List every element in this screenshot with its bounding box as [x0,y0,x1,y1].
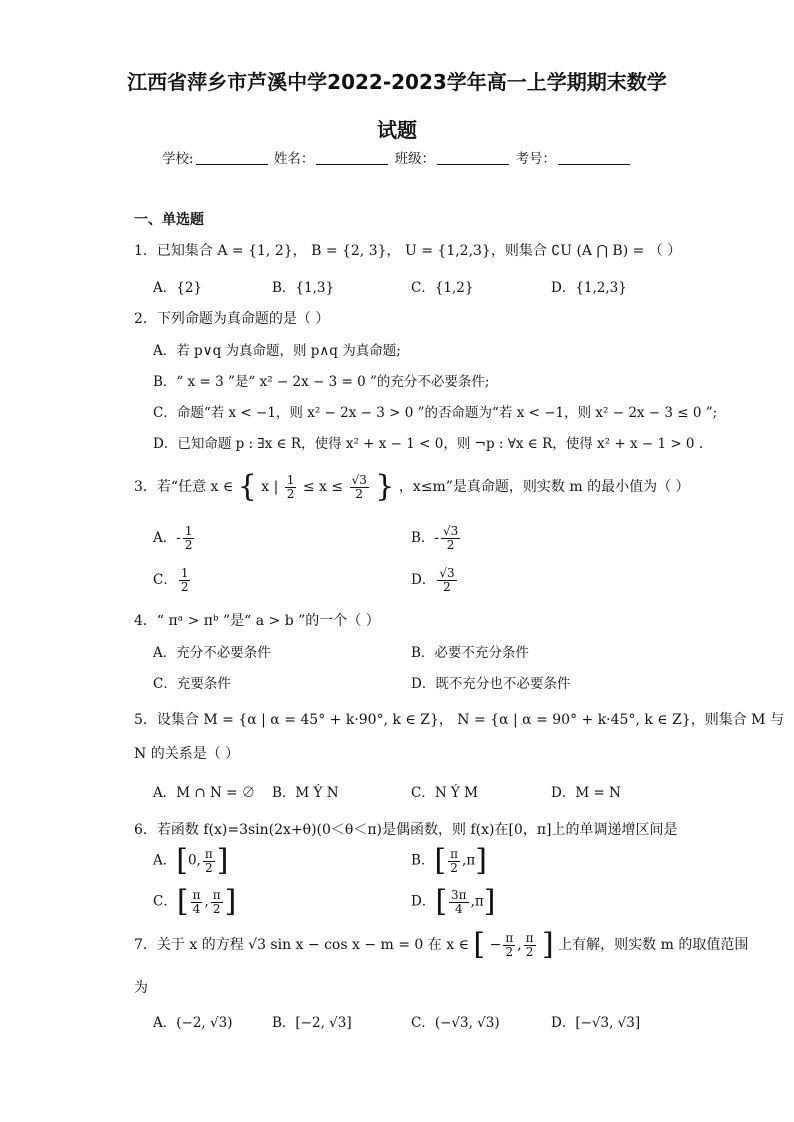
q6-option-c: C．[ $\frac{\pi}{4}$ , $\frac{\pi}{2}$ ] [153,884,237,919]
q3-option-b: B．- $\frac{√3}{2}$ [411,524,459,552]
q3-option-d: D． $\frac{√3}{2}$ [411,566,455,594]
q2-option-d: D．已知命题 p : ∃x ∈ R，使得 x² + x − 1 < 0，则 ¬p : ∀x ∈ R，使得 x² + x − 1 > 0 . [153,436,704,452]
class-label: 班级： [394,151,436,167]
right-brace: } [375,469,395,504]
q4-option-b: B．必要不充分条件 [411,645,529,661]
question-2-stem: 2．下列命题为真命题的是（ ） [134,311,330,327]
q1-option-d: D．{1,2,3} [551,280,627,296]
q1-option-b: B．{1,3} [272,280,335,296]
q3-set-upper-fraction: $\frac{√3}{2}$ [351,472,367,501]
name-blank [316,150,388,165]
q2-option-b: B．“ x = 3 ”是“ x² − 2x − 3 = 0 ”的充分不必要条件; [153,374,490,390]
q4-option-c: C．充要条件 [153,676,231,692]
q5-option-d: D．M = N [551,785,621,801]
q5-option-c: C．N Ý M [411,785,478,801]
name-label: 姓名： [273,151,315,167]
q3-prefix: 3．若“任意 x ∈ [134,479,234,495]
q4-option-a: A．充分不必要条件 [153,645,271,661]
interval-right-bracket: ] [542,927,554,962]
q6-option-a: A．[0, $\frac{\pi}{2}$ ] [153,843,229,878]
exam-title-line2: 试题 [377,118,417,142]
question-6-stem: 6．若函数 f(x)=3sin(2x+θ)(0＜θ＜π)是偶函数，则 f(x)在[0，π]上的单调递增区间是 [134,822,678,838]
q1-option-c: C．{1,2} [411,280,474,296]
q1-option-a: A．{2} [153,280,203,296]
student-info-row [0,147,794,167]
q4-option-d: D．既不充分也不必要条件 [411,676,571,692]
section-title: 一、单选题 [134,212,204,228]
class-blank [437,150,509,165]
q6-option-b: B．[ $\frac{\pi}{2}$ ,π] [411,843,487,878]
question-5-stem-line2: N 的关系是（ ） [134,746,240,762]
school-label: 学校: [162,151,194,167]
q7-option-a: A．(−2, √3) [153,1015,233,1031]
q3-set-inequality: ≤ x ≤ [302,479,344,495]
exam-number-blank [558,150,630,165]
exam-number-label: 考号： [515,151,556,167]
q3-suffix: ，x≤m”是真命题，则实数 m 的最小值为（ ） [398,479,690,495]
question-7-stem [134,927,749,962]
interval-left-bracket: [ [473,927,486,962]
q6-option-d: D．[ $\frac{3\pi}{4}$ ,π] [411,884,496,919]
exam-title-line1: 江西省萍乡市芦溪中学2022-2023学年高一上学期期末数学 [127,70,667,94]
school-blank [196,150,268,165]
q3-set-var: x | [261,479,279,495]
q3-set-lower-fraction: $\frac{1}{2}$ [286,472,295,501]
q2-option-c: C．命题“若 x < −1，则 x² − 2x − 3 > 0 ”的否命题为“若 x < −1，则 x² − 2x − 3 ≤ 0 ”; [153,405,718,421]
q7-option-b: B．[−2, √3] [272,1015,352,1031]
q3-option-c: C． $\frac{1}{2}$ [153,566,189,594]
q7-stem-end: 上有解，则实数 m 的取值范围 [558,937,749,953]
question-7-stem-line2: 为 [134,980,148,996]
question-4-stem: 4．“ πᵃ > πᵇ ”是“ a > b ”的一个（ ） [134,613,380,629]
q7-interval: − $\frac{\pi}{2}$ , $\frac{\pi}{2}$ [489,930,534,959]
q7-option-d: D．[−√3, √3] [551,1015,641,1031]
question-3-stem [134,469,690,504]
q2-option-a: A．若 p∨q 为真命题，则 p∧q 为真命题; [153,343,401,359]
q5-option-a: A．M ∩ N = ∅ [153,785,256,801]
q7-stem-start: 7．关于 x 的方程 √3 sin x − cos x − m = 0 在 x ∈ [134,937,469,953]
left-brace: { [237,469,257,504]
q7-option-c: C．(−√3, √3) [411,1015,500,1031]
question-1-stem: 1．已知集合 A = {1, 2}， B = {2, 3}， U = {1,2,3}，则集合 ∁U (A ⋂ B) = （ ） [134,243,682,259]
q5-option-b: B．M Ý N [272,785,339,801]
question-5-stem-line1: 5．设集合 M = {α | α = 45° + k·90°, k ∈ Z}， N = {α | α = 90° + k·45°, k ∈ Z}，则集合 M 与 [134,712,784,728]
q3-option-a: A．- $\frac{1}{2}$ [153,524,193,552]
